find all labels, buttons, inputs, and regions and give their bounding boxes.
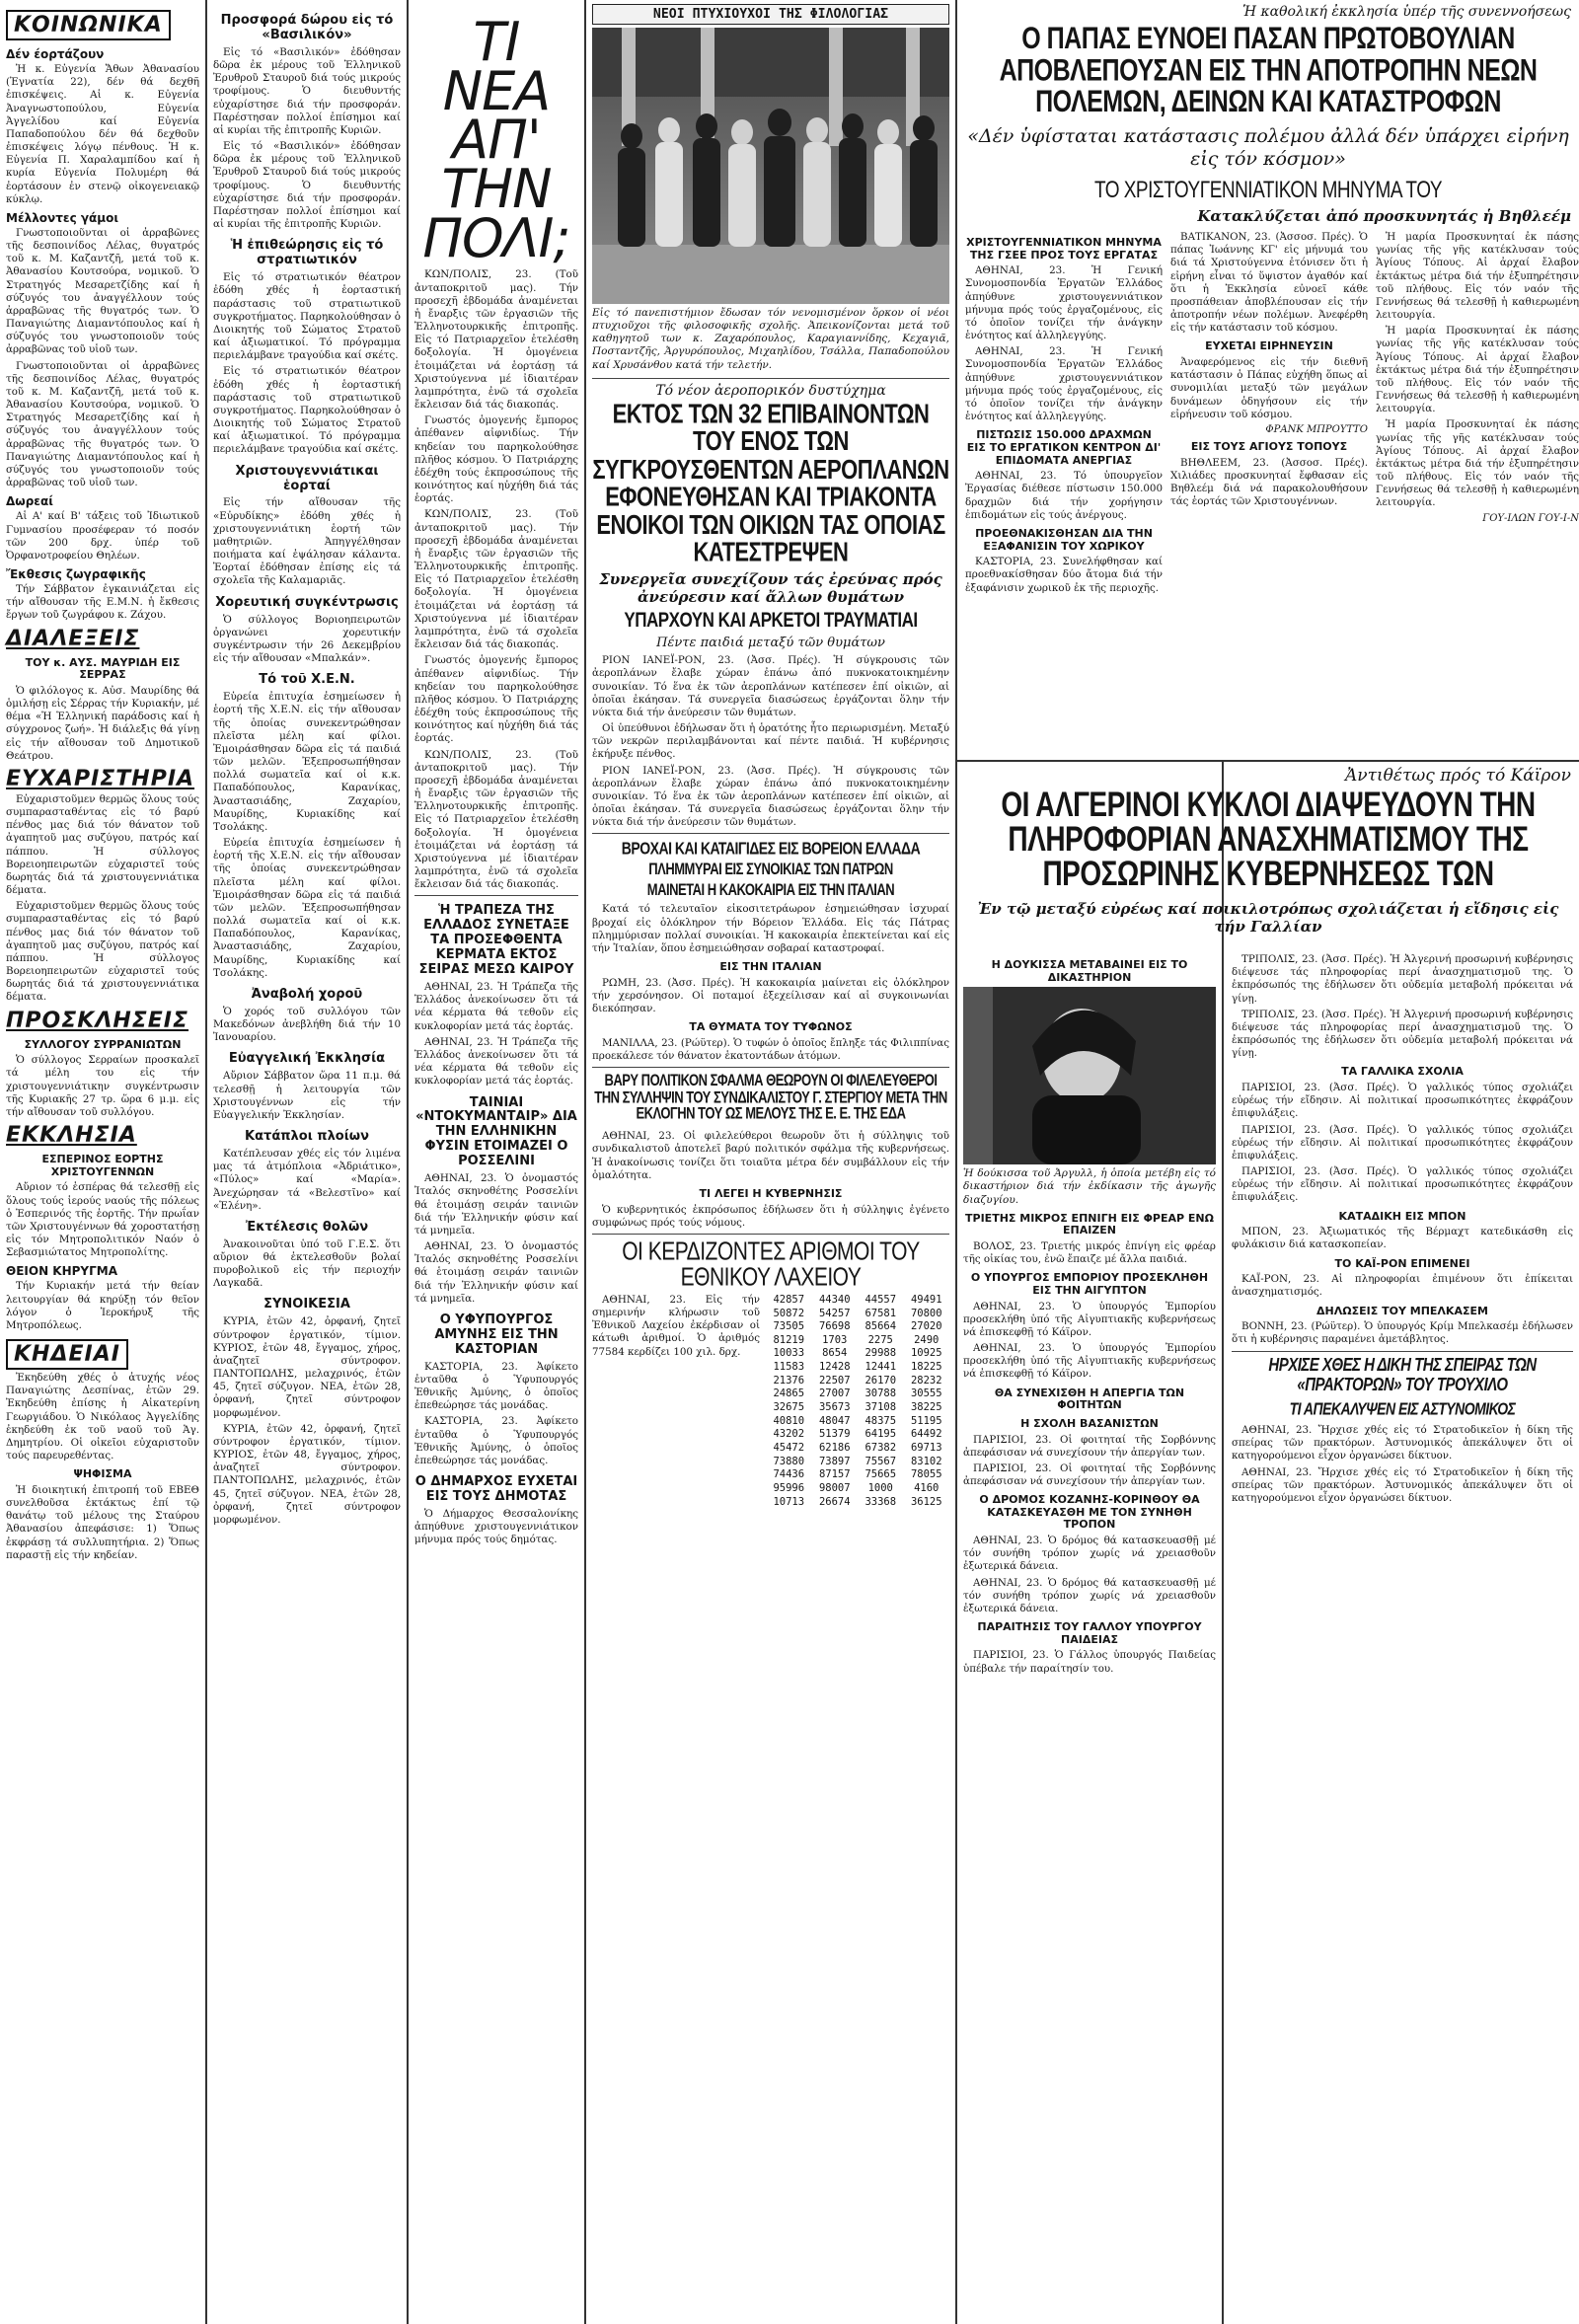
lottery-number: 73505 <box>773 1320 805 1333</box>
funerals-title: ΚΗΔΕΙΑΙ <box>6 1339 128 1370</box>
divider <box>592 1234 949 1235</box>
news-text: ΚΩΝ/ΠΟΛΙΣ, 23. (Τοῦ ἀνταποκριτοῦ μας). Τήν προσεχῆ ἑβδομάδα ἀναμένεται ἡ ἔναρξις τῶν ἐργασιῶν τῆς Ἑλληνοτουρκικῆς ἐπιτροπῆς. Εἰς τό Πατριαρχεῖον ἐτελέσθη δοξολογία. Ἡ ὁμογένεια ἑτοιμάζεται νά ἑορτάσῃ τά Χριστούγεννα μέ ἰδιαιτέραν λαμπρότητα, ἐνῶ τά σχολεῖα ἔκλεισαν διά τάς διακοπάς. <box>414 268 578 412</box>
graduates-photo <box>592 28 949 304</box>
lottery-number: 4160 <box>914 1481 940 1494</box>
strike-head: ΘΑ ΣΥΝΕΧΙΣΘΗ Η ΑΠΕΡΓΙΑ ΤΩΝ ΦΟΙΤΗΤΩΝ <box>994 1386 1185 1412</box>
lottery-number: 73897 <box>818 1455 851 1467</box>
trial-subhead: ΤΙ ΑΠΕΚΑΛΥΨΕΝ ΕΙΣ ΑΣΤΥΝΟΜΙΚΟΣ <box>1289 1398 1516 1419</box>
xmas-message-head: ΤΟ ΧΡΙΣΤΟΥΓΕΝΝΙΑΤΙΚΟΝ ΜΗΝΥΜΑ ΤΟΥ <box>1093 178 1443 204</box>
ships-head: Κατάπλοι πλοίων <box>245 1129 369 1145</box>
defense-head: Ο ΥΦΥΠΟΥΡΓΟΣ ΑΜΥΝΗΣ ΕΙΣ ΤΗΝ ΚΑΣΤΟΡΙΑΝ <box>434 1312 559 1357</box>
donations-text: Αἱ Α' καί Β' τάξεις τοῦ Ἰδιωτικοῦ Γυμνασίου προσέφεραν τό ποσόν τῶν 200 δρχ. ὑπέρ τοῦ Ὀρφανοτροφείου Θηλέων. <box>6 510 199 562</box>
vote-head: ΨΗΦΙΣΜΑ <box>73 1467 132 1481</box>
column-city-news <box>207 0 407 2324</box>
lottery-block <box>592 1294 949 1509</box>
column-society <box>0 0 205 2324</box>
defense-text: ΚΑΣΤΟΡΙΑ, 23. Ἀφίκετο ἐνταῦθα ὁ Ὑφυπουργός Ἐθνικῆς Ἀμύνης, ὁ ὁποῖος ἐπεθεώρησε τάς μονάδας. <box>414 1360 578 1412</box>
vpakasem-head: ΔΗΛΩΣΕΙΣ ΤΟΥ ΜΠΕΛΚΑΣΕΜ <box>1316 1304 1488 1317</box>
dance-text: Ὁ σύλλογος Βοριοηπειρωτῶν ὀργανώνει χορευτικήν συγκέντρωσιν τήν 26 Δεκεμβρίου εἰς τήν αἴθουσαν «Μπαλκάν». <box>213 613 401 665</box>
tourists-text: ΒΗΘΛΕΕΜ, 23. (Ἀσσοσ. Πρές). Χιλιάδες προσκυνηταί ἔφθασαν εἰς Βηθλεέμ διά νά παρακολουθήσουν τάς ἑορτάς τῶν Χριστουγέννων. <box>1170 456 1368 508</box>
divider <box>592 1067 949 1068</box>
lottery-row <box>766 1334 949 1348</box>
rain-text: Κατά τό τελευταῖον εἰκοσιτετράωρον ἐσημειώθησαν ἰσχυραί βροχαί εἰς ὁλόκληρον τήν Βόρειον Ἑλλάδα. Εἰς τάς Πάτρας πλημμύρισαν πολλαί συνοικίαι. Ἡ κακοκαιρία ἐπεκτείνεται καί εἰς τήν Ἰταλίαν, ὅπου ἐσημειώθησαν σοβαραί καταστροφαί. <box>592 903 949 954</box>
lectures-title: ΔΙΑΛΕΞΕΙΣ <box>6 626 140 651</box>
lottery-row <box>766 1442 949 1456</box>
lottery-number: 70800 <box>910 1307 942 1319</box>
pope-headline: Ο ΠΑΠΑΣ ΕΥΝΟΕΙ ΠΑΣΑΝ ΠΡΩΤΟΒΟΥΛΙΑΝ ΑΠΟΒΛΕΠΟΥΣΑΝ ΕΙΣ ΤΗΝ ΑΠΟΤΡΟΠΗΝ ΝΕΩΝ ΠΟΛΕΜΩΝ, ΔΕΙΝΩΝ ΚΑΙ ΚΑΤΑΣΤΡΟΦΩΝ <box>999 21 1538 119</box>
lottery-row <box>766 1496 949 1510</box>
vote-text: Ἡ διοικητική ἐπιτροπή τοῦ ΕΒΕΘ συνελθοῦσα ἐκτάκτως ἐπί τῷ θανάτῳ τοῦ μέλους της Σταύρου Ἀθανασίου ἀπεφάσισε: 1) Ὅπως ἐκφράσῃ τά συλλυπητήρια. 2) Ὅπως παραστῇ εἰς τήν κηδείαν. <box>6 1483 199 1561</box>
invitations-text: Ὁ σύλλογος Σερραίων προσκαλεῖ τά μέλη του εἰς τήν χριστουγεννιάτικην συγκέντρωσιν τῆς Κυριακῆς 27 τρ. ὥρα 6 μ.μ. εἰς τήν αἴθουσαν τοῦ συλλόγου. <box>6 1054 199 1118</box>
mayor-head: Ο ΔΗΜΑΡΧΟΣ ΕΥΧΕΤΑΙ ΕΙΣ ΤΟΥΣ ΔΗΜΟΤΑΣ <box>414 1474 578 1505</box>
column-main-news <box>586 0 955 2324</box>
minister-head: ΠΑΡΑΙΤΗΣΙΣ ΤΟΥ ΓΑΛΛΟΥ ΥΠΟΥΡΓΟΥ ΠΑΙΔΕΙΑΣ <box>977 1620 1202 1646</box>
road-head: Ο ΔΡΟΜΟΣ ΚΟΖΑΝΗΣ-ΚΟΡΙΝΘΟΥ ΘΑ ΚΑΤΑΣΚΕΥΑΣΘΗ ΜΕ ΤΟΝ ΣΥΝΗΘΗ ΤΡΟΠΟΝ <box>979 1493 1200 1532</box>
french-text: ΠΑΡΙΣΙΟΙ, 23. (Ἀσσ. Πρές). Ὁ γαλλικός τύπος σχολιάζει εὐρέως τήν εἴδησιν. Αἱ πολιτικαί προσωπικότητες ἐκφράζουν ἐπιφυλάξεις. <box>1232 1082 1573 1120</box>
lottery-number: 37108 <box>865 1401 897 1414</box>
lottery-number: 98007 <box>818 1481 851 1494</box>
graduates-photo-art <box>592 28 949 304</box>
column-constantinople <box>409 0 584 2324</box>
lottery-number: 51195 <box>910 1414 942 1427</box>
strike-text: ΠΑΡΙΣΙΟΙ, 23. Οἱ φοιτηταί τῆς Σορβόννης ἀπεφάσισαν νά συνεχίσουν τήν ἀπεργίαν των. <box>963 1462 1216 1488</box>
divider <box>592 378 949 379</box>
lottery-row <box>766 1401 949 1415</box>
crash-subhead-2: ΥΠΑΡΧΟΥΝ ΚΑΙ ΑΡΚΕΤΟΙ ΤΡΑΥΜΑΤΙΑΙ <box>624 608 918 632</box>
film-text: ΑΘΗΝΑΙ, 23. Ὁ ὀνομαστός Ἰταλός σκηνοθέτης Ροσσελίνι θά ἑτοιμάσῃ σειράν ταινιῶν διά τήν Ἑλληνικήν φύσιν καί τά μνημεῖα. <box>414 1240 578 1305</box>
invitations-title: ΠΡΟΣΚΛΗΣΕΙΣ <box>6 1008 189 1033</box>
cairo-kicker: Ἀντιθέτως πρός τό Κάϊρον <box>1344 766 1571 786</box>
lottery-number: 95996 <box>773 1481 805 1494</box>
sermon-head: ΘΕΙΟΝ ΚΗΡΥΓΜΑ <box>6 1264 117 1279</box>
fund-head: ΠΙΣΤΩΣΙΣ 150.000 ΔΡΑΧΜΩΝ ΕΙΣ ΤΟ ΕΡΓΑΤΙΚΟΝ ΚΕΝΤΡΟΝ ΔΙ' ΕΠΙΔΟΜΑΤΑ ΑΝΕΡΓΙΑΣ <box>966 428 1162 467</box>
society-title: ΚΟΙΝΩΝΙΚΑ <box>6 10 171 40</box>
news-title: ΤΙ ΝΕΑ ΑΠ' ΤΗΝ ΠΟΛΙ; <box>422 11 570 269</box>
news-text-2: Γνωστός ὁμογενής ἔμπορος ἀπέθανεν αἰφνιδίως. Τήν κηδείαν του παρηκολούθησε πλῆθος κόσμου. Ὁ Πατριάρχης ἐδέχθη τούς ἐκπροσώπους τῆς κοινότητος καί ηὐχήθη διά τάς ἑορτάς. <box>414 654 578 745</box>
lectures-text: Ὁ φιλόλογος κ. Αὐσ. Μαυρίδης θά ὁμιλήσῃ εἰς Σέρρας τήν Κυριακήν, μέ θέμα «Ἡ Ἑλληνική παράδοσις καί ἡ σύγχρονος ζωή». Ἡ διάλεξις θά γίνῃ εἰς τήν αἴθουσαν τοῦ Δημοτικοῦ Θεάτρου. <box>6 684 199 762</box>
appoint-text: ΑΘΗΝΑΙ, 23. Ἡ Τράπεζα τῆς Ἑλλάδος ἀνεκοίνωσεν ὅτι τά νέα κέρματα θά τεθοῦν εἰς κυκλοφορίαν μετά τάς ἑορτάς. <box>414 981 578 1032</box>
lottery-row <box>766 1415 949 1429</box>
lottery-number: 10713 <box>773 1495 805 1508</box>
lottery-number: 12441 <box>865 1361 897 1374</box>
typhoon-text: ΜΑΝΙΛΛΑ, 23. (Ρώϋτερ). Ὁ τυφών ὁ ὁποῖος ἔπληξε τάς Φιλιππίνας προεκάλεσε τόν θάνατον ἑκατοντάδων ἀτόμων. <box>592 1036 949 1063</box>
cohabit-head: ΣΥΝΟΙΚΕΣΙΑ <box>263 1297 350 1312</box>
vpakasem-text: ΒΟΝΝΗ, 23. (Ρώϋτερ). Ὁ ὑπουργός Κρίμ Μπελκασέμ ἐδήλωσεν ὅτι ἡ κυβέρνησις παραμένει ἀμετάβλητος. <box>1232 1320 1573 1346</box>
exhibition-head: Ἔκθεσις ζωγραφικῆς <box>6 567 146 582</box>
film-text: ΑΘΗΝΑΙ, 23. Ὁ ὀνομαστός Ἰταλός σκηνοθέτης Ροσσελίνι θά ἑτοιμάσῃ σειράν ταινιῶν διά τήν Ἑλληνικήν φύσιν καί τά μνημεῖα. <box>414 1172 578 1237</box>
three-text: ΒΟΛΟΣ, 23. Τριετής μικρός ἐπνίγη εἰς φρέαρ τῆς οἰκίας του, ἐνῶ ἔπαιζε μέ ἄλλα παιδιά. <box>963 1239 1216 1266</box>
crash-subhead-3: Πέντε παιδιά μεταξύ τῶν θυμάτων <box>656 636 885 651</box>
weddings-head: Μέλλοντες γάμοι <box>6 210 119 225</box>
column-lower-right <box>1226 947 1579 2324</box>
lottery-row <box>766 1482 949 1496</box>
lottery-number: 38225 <box>910 1401 942 1414</box>
lottery-text: ΑΘΗΝΑΙ, 23. Εἰς τήν σημερινήν κλήρωσιν τοῦ Ἐθνικοῦ Λαχείου ἐκέρδισαν οἱ κάτωθι ἀριθμοί. Ὁ ἀριθμός 77584 κερδίζει 100 χιλ. δρχ. <box>592 1293 760 1358</box>
algeria-subhead: Ἐν τῷ μεταξύ εὐρέως καί ποικιλοτρόπως σχολιάζεται ἡ εἴδησις εἰς τήν Γαλλίαν <box>977 900 1559 936</box>
road-text: ΑΘΗΝΑΙ, 23. Ὁ δρόμος θά κατασκευασθῇ μέ τόν συνήθη τρόπον χωρίς νά χρειασθοῦν ἐξωτερικά δάνεια. <box>963 1576 1216 1614</box>
lottery-number: 24865 <box>773 1387 805 1400</box>
film-head: ΤΑΙΝΙΑΙ «ΝΤΟΚΥΜΑΝΤΑΙΡ» ΔΙΑ ΤΗΝ ΕΛΛΗΝΙΚΗΝ ΦΥΣΙΝ ΕΤΟΙΜΑΖΕΙ Ο ΡΟΣΣΕΛΙΝΙ <box>415 1094 577 1169</box>
world-news-subcolumns <box>965 231 1579 598</box>
lottery-number: 48047 <box>818 1414 851 1427</box>
news-text-2: Γνωστός ὁμογενής ἔμπορος ἀπέθανεν αἰφνιδίως. Τήν κηδείαν του παρηκολούθησε πλῆθος κόσμου. Ὁ Πατριάρχης ἐδέχθη τούς ἐκπροσώπους τῆς κοινότητος καί ηὐχήθη διά τάς ἑορτάς. <box>414 414 578 505</box>
lottery-number: 67382 <box>865 1441 897 1454</box>
phila-text: ΑΘΗΝΑΙ, 23. Οἱ φιλελεύθεροι θεωροῦν ὅτι ἡ σύλληψις τοῦ συνδικαλιστοῦ ἀποτελεῖ βαρύ πολιτικόν σφάλμα τῆς κυβερνήσεως. Ἡ ἀνακοίνωσις τονίζει ὅτι τοιαῦτα μέτρα δέν συμβάλλουν εἰς τήν ὁμαλότητα. <box>592 1130 949 1181</box>
exhibition-text: Τήν Σάββατον ἐγκαινιάζεται εἰς τήν αἴθουσαν τῆς Ε.Μ.Ν. ἡ ἔκθεσις ἔργων τοῦ ζωγράφου κ. Ζάχου. <box>6 583 199 622</box>
minister-text: ΠΑΡΙΣΙΟΙ, 23. Ὁ Γάλλος ὑπουργός Παιδείας ὑπέβαλε τήν παραίτησίν του. <box>963 1649 1216 1675</box>
lottery-number: 54257 <box>818 1307 851 1319</box>
lottery-row <box>766 1347 949 1361</box>
road-text: ΑΘΗΝΑΙ, 23. Ὁ δρόμος θά κατασκευασθῇ μέ τόν συνήθη τρόπον χωρίς νά χρειασθοῦν ἐξωτερικά δάνεια. <box>963 1535 1216 1573</box>
lottery-number: 30555 <box>910 1387 942 1400</box>
duchess-caption: Ἡ δούκισσα τοῦ Ἀργυλλ, ἡ ὁποία μετέβη εἰς τό δικαστήριον διά τήν ἐκδίκασιν τῆς ἀγωγῆς διαζυγίου. <box>963 1167 1216 1206</box>
art-head: Προσφορά δώρου εἰς τό «Βασιλικόν» <box>220 13 394 42</box>
xmas-head: Χριστουγεννιάτικαι ἑορταί <box>235 463 379 493</box>
invitations-sub: ΣΥΛΛΟΓΟΥ ΣΥΡΡΑΝΙΩΤΩΝ <box>24 1037 182 1051</box>
french-head: ΤΑ ΓΑΛΛΙΚΑ ΣΧΟΛΙΑ <box>1341 1065 1464 1079</box>
church-text: Αὔριον τό ἑσπέρας θά τελεσθῇ εἰς ὅλους τούς ἱερούς ναούς τῆς πόλεως ὁ Ἑσπερινός τῆς ἑορτῆς. Τήν πρωΐαν τῶν Χριστουγέννων θά χοροστατήσῃ εἰς τόν Μητροπολιτικόν Ναόν ὁ Σεβασμιώτατος Μητροπολίτης. <box>6 1181 199 1259</box>
lottery-number: 78055 <box>910 1468 942 1481</box>
lottery-number: 26674 <box>818 1495 851 1508</box>
mayor-text: Ὁ Δήμαρχος Θεσσαλονίκης ἀπηύθυνε χριστουγεννιάτικον μήνυμα πρός τούς δημότας. <box>414 1507 578 1546</box>
subcol-middle <box>1170 231 1368 598</box>
rain-headline: ΒΡΟΧΑΙ ΚΑΙ ΚΑΤΑΙΓΙΔΕΣ ΕΙΣ ΒΟΡΕΙΟΝ ΕΛΛΑΔΑ <box>621 838 921 859</box>
tourists-head: ΕΙΣ ΤΟΥΣ ΑΓΙΟΥΣ ΤΟΠΟΥΣ <box>1190 439 1348 453</box>
lottery-number: 64195 <box>865 1428 897 1441</box>
algeria-block <box>957 764 1579 941</box>
defense-text: ΚΑΣΤΟΡΙΑ, 23. Ἀφίκετο ἐνταῦθα ὁ Ὑφυπουργός Ἐθνικῆς Ἀμύνης, ὁ ὁποῖος ἐπεθεώρησε τάς μονάδας. <box>414 1415 578 1466</box>
lottery-number: 10033 <box>773 1347 805 1360</box>
lottery-row <box>766 1387 949 1401</box>
french-text: ΠΑΡΙΣΙΟΙ, 23. (Ἀσσ. Πρές). Ὁ γαλλικός τύπος σχολιάζει εὐρέως τήν εἴδησιν. Αἱ πολιτικαί προσωπικότητες ἐκφράζουν ἐπιφυλάξεις. <box>1232 1165 1573 1204</box>
divider <box>1232 1351 1573 1352</box>
news-text: ΚΩΝ/ΠΟΛΙΣ, 23. (Τοῦ ἀνταποκριτοῦ μας). Τήν προσεχῆ ἑβδομάδα ἀναμένεται ἡ ἔναρξις τῶν ἐργασιῶν τῆς Ἑλληνοτουρκικῆς ἐπιτροπῆς. Εἰς τό Πατριαρχεῖον ἐτελέσθη δοξολογία. Ἡ ὁμογένεια ἑτοιμάζεται νά ἑορτάσῃ τά Χριστούγεννα μέ ἰδιαιτέραν λαμπρότητα, ἐνῶ τά σχολεῖα ἔκλεισαν διά τάς διακοπάς. <box>414 748 578 891</box>
bethlehem-text: Ἡ μαρία Προσκυνηταί ἐκ πάσης γωνίας τῆς γῆς κατέκλυσαν τούς Ἁγίους Τόπους. Αἱ ἀρχαί ἔλαβον ἐκτάκτως μέτρα διά τήν ἐξυπηρέτησιν τοῦ πλήθους. Εἰς τόν ναόν τῆς Γεννήσεως θά τελεσθῇ ἡ καθιερωμένη λειτουργία. <box>1376 418 1579 509</box>
lottery-number: 76698 <box>818 1320 851 1333</box>
evangelical-head: Εὐαγγελική Ἐκκλησία <box>228 1051 386 1067</box>
ymca-text: Εὐρεία ἐπιτυχία ἐσημείωσεν ἡ ἑορτή τῆς Χ.Ε.Ν. εἰς τήν αἴθουσαν τῆς ὁποίας συνεκεντρώθησαν πλεῖστα μέλη καί φίλοι. Ἐμοιράσθησαν δῶρα εἰς τά παιδιά τῶν μελῶν. Ἐξεπροσωπήθησαν πολλά σωματεῖα καί οἱ κ.κ. Παπαδόπουλος, Καρανίκας, Ἀναστασιάδης, Ζαχαρίου, Μαυρίδης, Κυριακίδης καί Τσολάκης. <box>213 837 401 979</box>
exec-text: Ἀνακοινοῦται ὑπό τοῦ Γ.Ε.Σ. ὅτι αὔριον θά ἐκτελεσθοῦν βολαί πυροβολικοῦ εἰς τήν περιοχήν Λαγκαδᾶ. <box>213 1237 401 1290</box>
art-text: Εἰς τό «Βασιλικόν» ἐδόθησαν δῶρα ἐκ μέρους τοῦ Ἑλληνικοῦ Ἐρυθροῦ Σταυροῦ διά τούς μικρούς τροφίμους. Ὁ διευθυντής εὐχαρίστησε διά τήν προσφοράν. Παρέστησαν πολλοί ἐπίσημοι καί αἱ κυρίαι τῆς ἐπιτροπῆς Κυριῶν. <box>213 140 401 231</box>
church-sub: ΕΣΠΕΡΙΝΟΣ ΕΟΡΤΗΣ ΧΡΙΣΤΟΥΓΕΝΝΩΝ <box>41 1153 164 1178</box>
xmas-text: Εἰς τήν αἴθουσαν τῆς «Εὐρυδίκης» ἐδόθη χθές ἡ χριστουγεννιάτικη ἑορτή τῶν μαθητριῶν. Ἀπηγγέλθησαν ποιήματα καί ἐψάλησαν κάλαντα. Ἑορταί ἐδόθησαν ἐπίσης εἰς τά σχολεῖα τῆς Καλαμαριᾶς. <box>213 496 401 587</box>
lottery-number: 85664 <box>865 1320 897 1333</box>
section-rule <box>957 760 1579 762</box>
column-lower-left <box>957 947 1222 2324</box>
lottery-number: 67581 <box>865 1307 897 1319</box>
lottery-table <box>766 1294 949 1509</box>
lottery-number: 74436 <box>773 1468 805 1481</box>
crash-text: ΡΙΟΝ ΙΑΝΕΪ-ΡΟΝ, 23. (Ἀσσ. Πρές). Ἡ σύγκρουσις τῶν ἀεροπλάνων ἔλαβε χώραν ἐπάνω ἀπό πυκνοκατοικημένην συνοικίαν. Τό ἕνα ἐκ τῶν ἀεροπλάνων κατέπεσεν ἐπί οἰκιῶν, αἱ ὁποῖαι ἐκάησαν. Τά συνεργεῖα διασώσεως ἐργάζονται ὅλην τήν νύκτα διά τήν ἀνεύρεσιν τῶν θυμάτων. <box>592 764 949 829</box>
lottery-number: 30788 <box>865 1387 897 1400</box>
trade-text: ΑΘΗΝΑΙ, 23. Ὁ ὑπουργός Ἐμπορίου προσεκλήθη ὑπό τῆς Αἰγυπτιακῆς κυβερνήσεως νά ἐπισκεφθῇ τό Κάϊρον. <box>963 1342 1216 1381</box>
weddings-text: Γνωστοποιοῦνται οἱ ἀρραβῶνες τῆς δεσποινίδος Λέλας, θυγατρός τοῦ κ. Μ. Καζαντζῆ, μετά τοῦ κ. Ἀθανασίου Κουτσούρα, νομικοῦ. Ὁ Στρατηγός Μεσαρετζίδης καί ἡ σύζυγός του ἀναγγέλλουν τούς ἀρραβῶνας τῆς θυγατρός των. Ὁ Παναγιώτης Διαμαντόπουλος καί ἡ σύζυγός του γνωστοποιοῦν τούς ἀρραβῶνας τοῦ υἱοῦ των. <box>6 226 199 356</box>
cairo-text: ΚΑΪ-ΡΟΝ, 23. Αἱ πληροφορίαι ἐπιμένουν ὅτι ἐπίκειται ἀνασχηματισμός. <box>1232 1273 1573 1299</box>
crash-kicker: Τό νέον ἀεροπορικόν δυστύχημα <box>655 382 886 399</box>
lottery-row <box>766 1308 949 1321</box>
phila-headline: ΒΑΡΥ ΠΟΛΙΤΙΚΟΝ ΣΦΑΛΜΑ ΘΕΩΡΟΥΝ ΟΙ ΦΙΛΕΛΕΥΘΕΡΟΙ ΤΗΝ ΣΥΛΛΗΨΙΝ ΤΟΥ ΣΥΝΔΙΚΑΛΙΣΤΟΥ Γ. ΣΤΕΡΓΙΟΥ ΜΕΤΑ ΤΗΝ ΕΚΛΟΓΗΝ ΤΟΥ ΩΣ ΜΕΛΟΥΣ ΤΗΣ Ε. Ε. ΤΗΣ ΕΔΑ <box>594 1071 947 1123</box>
exec-head: Ἐκτέλεσις θολῶν <box>245 1219 369 1235</box>
cohabit-text: ΚΥΡΙΑ, ἐτῶν 42, ὀρφανή, ζητεῖ σύντροφον ἐργατικόν, τίμιον. ΚΥΡΙΟΣ, ἐτῶν 48, ἔγγαμος, χήρος, ἀναζητεῖ σύντροφον. ΠΑΝΤΟΠΩΛΗΣ, μελαχρινός, ἐτῶν 45, ζητεῖ σύζυγον. ΝΕΑ, ἐτῶν 28, ὀρφανή, ζητεῖ σύντροφον μορφωμένον. <box>213 1315 401 1419</box>
visit-text: Εἰς τό στρατιωτικόν θέατρον ἐδόθη χθές ἡ ἑορταστική παράστασις τοῦ στρατιωτικοῦ συγκροτήματος. Παρηκολούθησαν ὁ Διοικητής τοῦ Σώματος Στρατοῦ καί ἀξιωματικοί. Τό πρόγραμμα περιελάμβανε τραγούδια καί σκέτς. <box>213 365 401 456</box>
lottery-number: 83102 <box>910 1455 942 1467</box>
visit-text: Εἰς τό στρατιωτικόν θέατρον ἐδόθη χθές ἡ ἑορταστική παράστασις τοῦ στρατιωτικοῦ συγκροτήματος. Παρηκολούθησαν ὁ Διοικητής τοῦ Σώματος Στρατοῦ καί ἀξιωματικοί. Τό πρόγραμμα περιελάμβανε τραγούδια καί σκέτς. <box>213 271 401 362</box>
lottery-row <box>766 1294 949 1308</box>
crash-text: ΡΙΟΝ ΙΑΝΕΪ-ΡΟΝ, 23. (Ἀσσ. Πρές). Ἡ σύγκρουσις τῶν ἀεροπλάνων ἔλαβε χώραν ἐπάνω ἀπό πυκνοκατοικημένην συνοικίαν. Τό ἕνα ἐκ τῶν ἀεροπλάνων κατέπεσεν ἐπί οἰκιῶν, αἱ ὁποῖαι ἐκάησαν. Τά συνεργεῖα διασώσεως ἐργάζονται ὅλην τήν νύκτα διά τήν ἀνεύρεσιν τῶν θυμάτων. <box>592 654 949 718</box>
french-text: ΠΑΡΙΣΙΟΙ, 23. (Ἀσσ. Πρές). Ὁ γαλλικός τύπος σχολιάζει εὐρέως τήν εἴδησιν. Αἱ πολιτικαί προσωπικότητες ἐκφράζουν ἐπιφυλάξεις. <box>1232 1123 1573 1162</box>
lottery-number: 43202 <box>773 1428 805 1441</box>
pope-quote: «Δέν ὑφίσταται κατάστασις πολέμου ἀλλά δέν ὑπάρχει εἰρήνη εἰς τόν κόσμον» <box>967 124 1569 171</box>
crash-headline: ΕΚΤΟΣ ΤΩΝ 32 ΕΠΙΒΑΙΝΟΝΤΩΝ ΤΟΥ ΕΝΟΣ ΤΩΝ ΣΥΓΚΡΟΥΣΘΕΝΤΩΝ ΑΕΡΟΠΛΑΝΩΝ ΕΦΟΝΕΥΘΗΣΑΝ ΚΑΙ ΤΡΙΑΚΟΝΤΑ ΕΝΟΙΚΟΙ ΤΩΝ ΟΙΚΙΩΝ ΤΑΣ ΟΠΟΙΑΣ ΚΑΤΕΣΤΡΕΨΕΝ <box>592 398 949 567</box>
top-kicker: Ἡ καθολική ἐκκλησία ὑπέρ τῆς συνεννοήσεως <box>1242 4 1571 20</box>
trial-text: ΑΘΗΝΑΙ, 23. Ἤρχισε χθές εἰς τό Στρατοδικεῖον ἡ δίκη τῆς σπείρας τῶν πρακτόρων. Ἀστυνομικός ἀπεκάλυψεν ὅτι οἱ κατηγορούμενοι εἶχον ὀργανώσει δίκτυον. <box>1232 1424 1573 1462</box>
trade-head: Ο ΥΠΟΥΡΓΟΣ ΕΜΠΟΡΙΟΥ ΠΡΟΣΕΚΛΗΘΗ ΕΙΣ ΤΗΝ ΑΙΓΥΠΤΟΝ <box>970 1271 1209 1297</box>
grads-caption: Εἰς τό πανεπιστήμιον ἔδωσαν τόν νενομισμένον ὅρκον οἱ νέοι πτυχιοῦχοι τῆς φιλοσοφικῆς σχολῆς. Ἀπεικονίζονται μετά τοῦ καθηγητοῦ των κ. Ζαχαρόπουλος, Καραγιαννίδης, Κεχαγιᾶ, Ποσταντζῆς, Ἀργυρόπουλος, Μιχαηλίδου, Τσάλλα, Παπαδοπούλου καί Χρυσάνθου κατά τήν τελετήν. <box>592 307 949 371</box>
thanks-text: Εὐχαριστοῦμεν θερμῶς ὅλους τούς συμπαρασταθέντας εἰς τό βαρύ πένθος μας διά τόν θάνατον τοῦ ἀγαπητοῦ μας συζύγου, πατρός καί πάππου. Ἡ σύλλογος Βορειοηπειρωτῶν εὐχαριστεῖ τούς δωρητάς διά τά χριστουγεννιάτικα δέματα. <box>6 792 199 897</box>
lottery-number: 1000 <box>867 1481 893 1494</box>
wish-head: ΕΥΧΕΤΑΙ ΕΙΡΗΝΕΥΣΙΝ <box>1205 339 1333 353</box>
lottery-number: 50872 <box>773 1307 805 1319</box>
subcol-left <box>965 231 1163 598</box>
trial-text: ΑΘΗΝΑΙ, 23. Ἤρχισε χθές εἰς τό Στρατοδικεῖον ἡ δίκη τῆς σπείρας τῶν πρακτόρων. Ἀστυνομικός ἀπεκάλυψεν ὅτι οἱ κατηγορούμενοι εἶχον ὀργανώσει δίκτυον. <box>1232 1465 1573 1504</box>
appoint-head: Ἡ ΤΡΑΠΕΖΑ ΤΗΣ ΕΛΛΑΔΟΣ ΣΥΝΕΤΑΞΕ ΤΑ ΠΡΟΣΕΦΘΕΝΤΑ ΚΕΡΜΑΤΑ ΕΚΤΟΣ ΣΕΙΡΑΣ ΜΕΣΩ ΚΑΙΡΟΥ <box>418 903 574 978</box>
village-head: ΠΡΟΕΘΝΑΚΙΣΘΗΣΑΝ ΔΙΑ ΤΗΝ ΕΞΑΦΑΝΙΣΙΝ ΤΟΥ ΧΩΡΙΚΟΥ <box>975 526 1153 553</box>
italy-head: ΕΙΣ ΤΗΝ ΙΤΑΛΙΑΝ <box>719 960 822 974</box>
subcol-right <box>1376 231 1579 598</box>
divider <box>414 895 578 896</box>
lottery-number: 29988 <box>865 1347 897 1360</box>
duchess-photo-art <box>963 987 1216 1164</box>
duchess-head: Η ΔΟΥΚΙΣΣΑ ΜΕΤΑΒΑΙΝΕΙ ΕΙΣ ΤΟ ΔΙΚΑΣΤΗΡΙΟΝ <box>991 958 1188 984</box>
lottery-row <box>766 1456 949 1469</box>
lottery-number: 87157 <box>818 1468 851 1481</box>
dance-head: Χορευτική συγκέντρωσις <box>215 594 399 610</box>
lottery-number: 44557 <box>865 1293 897 1306</box>
no-celebrations-head: Δέν έορτάζουν <box>6 47 105 61</box>
village-text: ΚΑΣΤΟΡΙΑ, 23. Συνελήφθησαν καί προεθνακίσθησαν δύο ἄτομα διά τήν ἐξαφάνισιν χωρικοῦ ἐκ τῆς περιοχῆς. <box>965 556 1163 594</box>
lottery-number: 35673 <box>818 1401 851 1414</box>
cairo-head: ΤΟ ΚΑΪ-ΡΟΝ ΕΠΙΜΕΝΕΙ <box>1334 1256 1470 1270</box>
lottery-number: 26170 <box>865 1374 897 1387</box>
gsee-head: ΧΡΙΣΤΟΥΓΕΝΝΙΑΤΙΚΟΝ ΜΗΝΥΜΑ ΤΗΣ ΓΣΕΕ ΠΡΟΣ ΤΟΥΣ ΕΡΓΑΤΑΣ <box>966 236 1162 262</box>
art-text: Εἰς τό «Βασιλικόν» ἐδόθησαν δῶρα ἐκ μέρους τοῦ Ἑλληνικοῦ Ἐρυθροῦ Σταυροῦ διά τούς μικρούς τροφίμους. Ὁ διευθυντής εὐχαρίστησε διά τήν προσφοράν. Παρέστησαν πολλοί ἐπίσημοι καί αἱ κυρίαι τῆς ἐπιτροπῆς Κυριῶν. <box>213 45 401 136</box>
algeria-headline: ΟΙ ΑΛΓΕΡΙΝΟΙ ΚΥΚΛΟΙ ΔΙΑΨΕΥΔΟΥΝ ΤΗΝ ΠΛΗΡΟΦΟΡΙΑΝ ΑΝΑΣΧΗΜΑΤΙΣΜΟΥ ΤΗΣ ΠΡΟΣΩΡΙΝΗΣ ΚΥΒΕΡΝΗΣΕΩΣ ΤΩΝ <box>1001 785 1536 893</box>
lottery-number: 48375 <box>865 1414 897 1427</box>
lottery-number: 27007 <box>818 1387 851 1400</box>
tripoli-text: ΤΡΙΠΟΛΙΣ, 23. (Ἀσσ. Πρές). Ἡ Ἀλγερινή προσωρινή κυβέρνησις διέψευσε τάς πληροφορίας περί ἀνασχηματισμοῦ της. Ὁ ἐκπρόσωπός της ἐδήλωσεν ὅτι οὐδεμία μεταβολή πρόκειται νά γίνῃ. <box>1232 953 1573 1005</box>
bethlehem-text: Ἡ μαρία Προσκυνηταί ἐκ πάσης γωνίας τῆς γῆς κατέκλυσαν τούς Ἁγίους Τόπους. Αἱ ἀρχαί ἔλαβον ἐκτάκτως μέτρα διά τήν ἐξυπηρέτησιν τοῦ πλήθους. Εἰς τόν ναόν τῆς Γεννήσεως θά τελεσθῇ ἡ καθιερωμένη λειτουργία. <box>1376 325 1579 415</box>
lottery-number: 8654 <box>822 1347 848 1360</box>
gsee-text: ΑΘΗΝΑΙ, 23. Ἡ Γενική Συνομοσπονδία Ἐργατῶν Ἑλλάδος ἀπηύθυνε χριστουγεννιάτικον μήνυμα πρός τούς ἐργαζομένους, εἰς τό ὁποῖον τονίζει τήν ἀνάγκην ἑνότητος καί ἀλληλεγγύης. <box>965 345 1163 423</box>
lottery-number: 27020 <box>910 1320 942 1333</box>
lottery-number: 81219 <box>773 1333 805 1346</box>
divider <box>592 833 949 834</box>
lottery-number: 32675 <box>773 1401 805 1414</box>
bethlehem-head: Κατακλύζεται ἀπό προσκυνητάς ἡ Βηθλεέμ <box>1197 207 1571 225</box>
lottery-row <box>766 1468 949 1482</box>
evangelical-text: Αὔριον Σάββατον ὥρα 11 π.μ. θά τελεσθῇ ἡ λειτουργία τῶν Χριστουγέννων εἰς τήν Εὐαγγελικήν Ἐκκλησίαν. <box>213 1070 401 1121</box>
trade-text: ΑΘΗΝΑΙ, 23. Ὁ ὑπουργός Ἐμπορίου προσεκλήθη ὑπό τῆς Αἰγυπτιακῆς κυβερνήσεως νά ἐπισκεφθῇ τό Κάϊρον. <box>963 1300 1216 1338</box>
rain-subhead: ΠΛΗΜΜΥΡΑΙ ΕΙΣ ΣΥΝΟΙΚΙΑΣ ΤΩΝ ΠΑΤΡΩΝ <box>648 860 893 879</box>
lottery-number: 18225 <box>910 1361 942 1374</box>
lottery-number: 64492 <box>910 1428 942 1441</box>
lottery-number: 36125 <box>910 1495 942 1508</box>
vatican-text: ΒΑΤΙΚΑΝΟΝ, 23. (Ἀσσοσ. Πρές). Ὁ πάπας Ἰωάννης ΚΓ' εἰς μήνυμά του διά τά Χριστούγεννα ἐτόνισεν ὅτι ἡ εἰρήνη εἶναι τό ὕψιστον ἀγαθόν καί ὅτι ἡ Ἐκκλησία εὐνοεῖ κάθε προσπάθειαν ἀποβλέπουσαν εἰς τήν ἀποτροπήν νέων πολέμων. Ἀνεφέρθη εἰς τήν κατάστασιν τοῦ κόσμου. <box>1170 231 1368 335</box>
govt-head: ΤΙ ΛΕΓΕΙ Η ΚΥΒΕΡΝΗΣΙΣ <box>699 1186 843 1200</box>
lottery-number: 42857 <box>773 1293 805 1306</box>
lottery-number: 11583 <box>773 1361 805 1374</box>
three-head: ΤΡΙΕΤΗΣ ΜΙΚΡΟΣ ΕΠΝΙΓΗ ΕΙΣ ΦΡΕΑΡ ΕΝΩ ΕΠΑΙΖΕΝ <box>965 1211 1214 1237</box>
lottery-row <box>766 1375 949 1388</box>
lottery-number: 40810 <box>773 1414 805 1427</box>
lottery-number: 2490 <box>914 1333 940 1346</box>
lottery-number: 1703 <box>822 1333 848 1346</box>
lottery-number: 2275 <box>867 1333 893 1346</box>
lottery-number: 49491 <box>910 1293 942 1306</box>
funerals-text: Ἐκηδεύθη χθές ὁ ἀτυχής νέος Παναγιώτης Δεσπίνας, ἐτῶν 29. Ἐκηδεύθη ἐπίσης ἡ Αἰκατερίνη Γεωργιάδου. Ὁ Νικόλαος Ἀγγελίδης ἐκηδεύθη ἐκ τοῦ ναοῦ τοῦ Ἁγ. Δημητρίου. Οἱ οἰκεῖοι εὐχαριστοῦν τούς παρευρεθέντας. <box>6 1372 199 1462</box>
ball-postponed-text: Ὁ χορός τοῦ συλλόγου τῶν Μακεδόνων ἀνεβλήθη διά τήν 10 Ἰανουαρίου. <box>213 1005 401 1044</box>
lottery-number: 44340 <box>818 1293 851 1306</box>
bethlehem-text: Ἡ μαρία Προσκυνηταί ἐκ πάσης γωνίας τῆς γῆς κατέκλυσαν τούς Ἁγίους Τόπους. Αἱ ἀρχαί ἔλαβον ἐκτάκτως μέτρα διά τήν ἐξυπηρέτησιν τοῦ πλήθους. Εἰς τόν ναόν τῆς Γεννήσεως θά τελεσθῇ ἡ καθιερωμένη λειτουργία. <box>1376 231 1579 322</box>
lottery-number: 10925 <box>910 1347 942 1360</box>
weddings-text: Γνωστοποιοῦνται οἱ ἀρραβῶνες τῆς δεσποινίδος Λέλας, θυγατρός τοῦ κ. Μ. Καζαντζῆ, μετά τοῦ κ. Ἀθανασίου Κουτσούρα, νομικοῦ. Ὁ Στρατηγός Μεσαρετζίδης καί ἡ σύζυγός του ἀναγγέλλουν τούς ἀρραβῶνας τῆς θυγατρός των. Ὁ Παναγιώτης Διαμαντόπουλος καί ἡ σύζυγός του γνωστοποιοῦν τούς ἀρραβῶνας τοῦ υἱοῦ των. <box>6 359 199 489</box>
news-text: ΚΩΝ/ΠΟΛΙΣ, 23. (Τοῦ ἀνταποκριτοῦ μας). Τήν προσεχῆ ἑβδομάδα ἀναμένεται ἡ ἔναρξις τῶν ἐργασιῶν τῆς Ἑλληνοτουρκικῆς ἐπιτροπῆς. Εἰς τό Πατριαρχεῖον ἐτελέσθη δοξολογία. Ἡ ὁμογένεια ἑτοιμάζεται νά ἑορτάσῃ τά Χριστούγεννα μέ ἰδιαιτέραν λαμπρότητα, ἐνῶ τά σχολεῖα ἔκλεισαν διά τάς διακοπάς. <box>414 508 578 651</box>
byline-1: ΦΡΑΝΚ ΜΠΡΟΥΤΤΟ <box>1265 423 1368 435</box>
govt-text: Ὁ κυβερνητικός ἐκπρόσωπος ἐδήλωσεν ὅτι ἡ σύλληψις ἐγένετο συμφώνως πρός τούς νόμους. <box>592 1203 949 1229</box>
lottery-number: 21376 <box>773 1374 805 1387</box>
lottery-number: 69713 <box>910 1441 942 1454</box>
appoint-text: ΑΘΗΝΑΙ, 23. Ἡ Τράπεζα τῆς Ἑλλάδος ἀνεκοίνωσεν ὅτι τά νέα κέρματα θά τεθοῦν εἰς κυκλοφορίαν μετά τάς ἑορτάς. <box>414 1035 578 1087</box>
strike-sub: Η ΣΧΟΛΗ ΒΑΣΑΝΙΣΤΩΝ <box>1020 1416 1159 1430</box>
lottery-number: 45472 <box>773 1441 805 1454</box>
ball-postponed-head: Ἀναβολή χοροῦ <box>251 986 363 1002</box>
church-title: ΕΚΚΛΗΣΙΑ <box>6 1123 137 1149</box>
lottery-number: 12428 <box>818 1361 851 1374</box>
lottery-number: 75567 <box>865 1455 897 1467</box>
lottery-number: 62186 <box>818 1441 851 1454</box>
ymca-head: Τό τοῦ Χ.Ε.Ν. <box>259 672 355 688</box>
lottery-number: 22507 <box>818 1374 851 1387</box>
lectures-sub: ΤΟΥ κ. ΑΥΣ. ΜΑΥΡΙΔΗ ΕΙΣ ΣΕΡΡΑΣ <box>25 655 181 682</box>
visit-head: Ἡ ἐπιθεώρησις εἰς τό στρατιωτικόν <box>230 238 384 268</box>
lottery-row <box>766 1320 949 1334</box>
lottery-number: 51379 <box>818 1428 851 1441</box>
wish-text: Ἀναφερόμενος εἰς τήν διεθνῆ κατάστασιν ὁ Πάπας εὐχήθη ὅπως αἱ συνομιλίαι μεταξύ τῶν μεγάλων δυνάμεων ὁδηγήσουν εἰς τήν εἰρήνευσιν τοῦ κόσμου. <box>1170 356 1368 420</box>
gsee-text: ΑΘΗΝΑΙ, 23. Ἡ Γενική Συνομοσπονδία Ἐργατῶν Ἑλλάδος ἀπηύθυνε χριστουγεννιάτικον μήνυμα πρός τούς ἐργαζομένους, εἰς τό ὁποῖον τονίζει τήν ἀνάγκην ἑνότητος καί ἀλληλεγγύης. <box>965 264 1163 342</box>
fund-text: ΑΘΗΝΑΙ, 23. Τό ὑπουργεῖον Ἐργασίας διέθεσε πίστωσιν 150.000 δραχμῶν διά τήν χορήγησιν ἐπιδομάτων εἰς τούς ἀνέργους. <box>965 470 1163 521</box>
lottery-number: 33368 <box>865 1495 897 1508</box>
rain-subhead-2: ΜΑΙΝΕΤΑΙ Η ΚΑΚΟΚΑΙΡΙΑ ΕΙΣ ΤΗΝ ΙΤΑΛΙΑΝ <box>646 880 895 900</box>
italy-text: ΡΩΜΗ, 23. (Ἀσσ. Πρές). Ἡ κακοκαιρία μαίνεται εἰς ὁλόκληρον τήν χερσόνησον. Οἱ ποταμοί ἐξεχείλισαν καί αἱ συγκοινωνίαι διεκόπησαν. <box>592 976 949 1015</box>
sermon-text: Τήν Κυριακήν μετά τήν θείαν λειτουργίαν θά κηρύξῃ τόν θεῖον λόγον ὁ Ἱεροκήρυξ τῆς Μητροπόλεως. <box>6 1280 199 1331</box>
crash-subhead: Συνεργεῖα συνεχίζουν τάς ἐρεύνας πρός ἀνεύρεσιν καί ἄλλων θυμάτων <box>599 570 942 607</box>
typhoon-head: ΤΑ ΘΥΜΑΤΑ ΤΟΥ ΤΥΦΩΝΟΣ <box>689 1020 853 1034</box>
bonn-head: ΚΑΤΑΔΙΚΗ ΕΙΣ ΜΠΟΝ <box>1338 1209 1466 1223</box>
lottery-headline: ΟΙ ΚΕΡΔΙΖΟΝΤΕΣ ΑΡΙΘΜΟΙ ΤΟΥ ΕΘΝΙΚΟΥ ΛΑΧΕΙΟΥ <box>622 1237 920 1292</box>
tripoli-text: ΤΡΙΠΟΛΙΣ, 23. (Ἀσσ. Πρές). Ἡ Ἀλγερινή προσωρινή κυβέρνησις διέψευσε τάς πληροφορίας περί ἀνασχηματισμοῦ της. Ὁ ἐκπρόσωπός της ἐδήλωσεν ὅτι οὐδεμία μεταβολή πρόκειται νά γίνῃ. <box>1232 1008 1573 1060</box>
strike-text: ΠΑΡΙΣΙΟΙ, 23. Οἱ φοιτηταί τῆς Σορβόννης ἀπεφάσισαν νά συνεχίσουν τήν ἀπεργίαν των. <box>963 1433 1216 1459</box>
lottery-row <box>766 1428 949 1442</box>
byline-2: ΓΟΥ-ΙΛΩΝ ΓΟΥ-Ι-Ν <box>1482 512 1579 524</box>
trial-headline: ΗΡΧΙΣΕ ΧΘΕΣ Η ΔΙΚΗ ΤΗΣ ΣΠΕΙΡΑΣ ΤΩΝ «ΠΡΑΚΤΟΡΩΝ» ΤΟΥ ΤΡΟΥΧΙΛΟ <box>1268 1354 1537 1395</box>
ymca-text: Εὐρεία ἐπιτυχία ἐσημείωσεν ἡ ἑορτή τῆς Χ.Ε.Ν. εἰς τήν αἴθουσαν τῆς ὁποίας συνεκεντρώθησαν πλεῖστα μέλη καί φίλοι. Ἐμοιράσθησαν δῶρα εἰς τά παιδιά τῶν μελῶν. Ἐξεπροσωπήθησαν πολλά σωματεῖα καί οἱ κ.κ. Παπαδόπουλος, Καρανίκας, Ἀναστασιάδης, Ζαχαρίου, Μαυρίδης, Κυριακίδης καί Τσολάκης. <box>213 691 401 833</box>
thanks-text: Εὐχαριστοῦμεν θερμῶς ὅλους τούς συμπαρασταθέντας εἰς τό βαρύ πένθος μας διά τόν θάνατον τοῦ ἀγαπητοῦ μας συζύγου, πατρός καί πάππου. Ἡ σύλλογος Βορειοηπειρωτῶν εὐχαριστεῖ τούς δωρητάς διά τά χριστουγεννιάτικα δέματα. <box>6 900 199 1004</box>
lottery-row <box>766 1361 949 1375</box>
ships-text: Κατέπλευσαν χθές εἰς τόν λιμένα μας τά ἀτμόπλοια «Ἀδριάτικο», «Πύλος» καί «Μαρία». Ἀνεχώρησαν τά «Βελεστῖνο» καί «Ἑλένη». <box>213 1148 401 1212</box>
no-celebrations-text: Ἡ κ. Εὐγενία Ἄθων Ἀθανασίου (Ἐγνατία 22), δέν θά δεχθῆ ἐπισκέψεις. Αἱ κ. Εὐγενία Ἀναγνωστοπούλου, Εὐγενία Ἀγγελίδου καί Εὐγενία Παπαδοπούλου δέν θά δεχθοῦν ἐπισκέψεις λόγῳ πένθους. Ἡ κ. Εὐγενία Π. Χαραλαμπίδου καί ἡ κυρία Εὐγενία Πολυμέρη θά ἐορτάσουν ἐν στενῷ οἰκογενειακῷ κύκλῳ. <box>6 63 199 205</box>
thanks-title: ΕΥΧΑΡΙΣΤΗΡΙΑ <box>6 766 195 791</box>
donations-head: Δωρεαί <box>6 494 53 509</box>
lottery-number: 75665 <box>865 1468 897 1481</box>
crash-text-2: Οἱ ὑπεύθυνοι ἐδήλωσαν ὅτι ἡ ὁρατότης ἦτο περιωρισμένη. Μεταξύ τῶν νεκρῶν περιλαμβάνονται καί πέντε παιδιά. Ἡ κυβέρνησις ἐκήρυξε πένθος. <box>592 722 949 761</box>
cohabit-text: ΚΥΡΙΑ, ἐτῶν 42, ὀρφανή, ζητεῖ σύντροφον ἐργατικόν, τίμιον. ΚΥΡΙΟΣ, ἐτῶν 48, ἔγγαμος, χήρος, ἀναζητεῖ σύντροφον. ΠΑΝΤΟΠΩΛΗΣ, μελαχρινός, ἐτῶν 45, ζητεῖ σύζυγον. ΝΕΑ, ἐτῶν 28, ὀρφανή, ζητεῖ σύντροφον μορφωμένον. <box>213 1422 401 1526</box>
grads-banner: ΝΕΟΙ ΠΤΥΧΙΟΥΧΟΙ ΤΗΣ ΦΙΛΟΛΟΓΙΑΣ <box>592 4 949 25</box>
bonn-text: ΜΠΟΝ, 23. Ἀξιωματικός τῆς Βέρμαχτ κατεδικάσθη εἰς φυλάκισιν διά κατασκοπείαν. <box>1232 1226 1573 1251</box>
duchess-photo <box>963 987 1216 1164</box>
lottery-number: 28232 <box>910 1374 942 1387</box>
lottery-number: 73880 <box>773 1455 805 1467</box>
